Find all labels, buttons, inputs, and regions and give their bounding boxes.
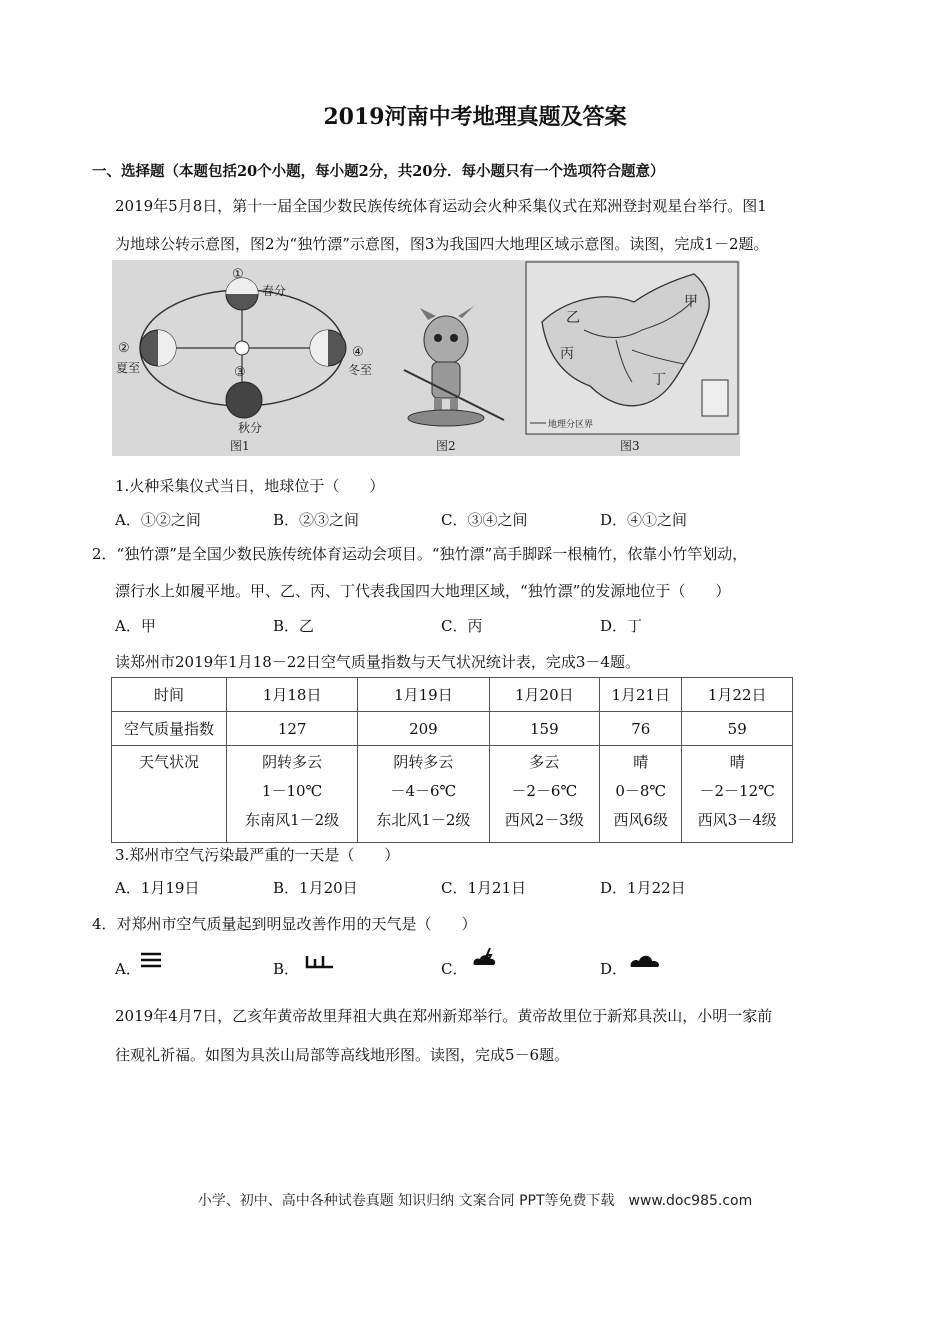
- weather-text: 阴转多云: [393, 753, 454, 771]
- q1-option-a[interactable]: A．①②之间: [115, 511, 201, 529]
- question-2-stem-line: 2．“独竹漂”是全国少数民族传统体育运动会项目。“独竹漂”高手脚踩一根楠竹，依靠小竹竿划动，: [92, 545, 748, 563]
- bamboo-rafting-illustration: [384, 260, 514, 456]
- section-heading: 一、选择题（本题包括20个小题，每小题2分，共20分．每小题只有一个选项符合题意）: [92, 163, 665, 180]
- row-header-aqi: 空气质量指数: [112, 712, 227, 746]
- spring-equinox-label: 春分: [262, 284, 287, 298]
- q4-option-a[interactable]: A．: [115, 960, 141, 978]
- date-cell: 1月20日: [489, 678, 600, 712]
- q3-option-a[interactable]: A．1月19日: [115, 879, 200, 897]
- date-cell: 1月18日: [227, 678, 358, 712]
- q3-option-b[interactable]: B．1月20日: [273, 879, 358, 897]
- q4-option-d[interactable]: D．: [600, 960, 628, 978]
- page-title: 2019河南中考地理真题及答案: [323, 104, 627, 130]
- figure-3-caption: 图3: [620, 439, 640, 453]
- earth-revolution-diagram: [112, 260, 382, 456]
- date-cell: 1月21日: [600, 678, 682, 712]
- row-header-time: 时间: [112, 678, 227, 712]
- intro-paragraph-line: 2019年4月7日，乙亥年黄帝故里拜祖大典在郑州新郑举行。黄帝故里位于新郑具茨山，小明一家前: [115, 1007, 773, 1025]
- table-row: [112, 712, 793, 746]
- date-cell: 1月22日: [682, 678, 793, 712]
- map-legend-label: 地理分区界: [548, 420, 594, 430]
- q2-option-d[interactable]: D．丁: [600, 617, 643, 635]
- row-header-weather: 天气状况: [112, 746, 227, 843]
- aqi-cell: 59: [682, 712, 793, 746]
- table-row: [112, 746, 793, 843]
- q2-option-c[interactable]: C．丙: [441, 617, 483, 635]
- intro-paragraph-line: 为地球公转示意图，图2为“独竹漂”示意图，图3为我国四大地理区域示意图。读图，完成1－2题。: [115, 235, 769, 253]
- question-1-stem: 1.火种采集仪式当日，地球位于（ ）: [115, 477, 385, 495]
- weather-cell: [600, 746, 682, 843]
- temperature-text: －2－6℃: [511, 782, 578, 800]
- position-3-label: ③: [234, 365, 246, 380]
- position-2-label: ②: [118, 341, 130, 356]
- weather-text: 阴转多云: [262, 753, 323, 771]
- fog-icon: [140, 951, 162, 969]
- region-ding-label: 丁: [652, 372, 666, 388]
- wind-text: 西风3－4级: [697, 811, 777, 829]
- weather-text: 多云: [529, 753, 560, 771]
- weather-cell: [227, 746, 358, 843]
- intro-paragraph-line: 往观礼祈福。如图为具茨山局部等高线地形图。读图，完成5－6题。: [115, 1046, 570, 1064]
- q2-option-b[interactable]: B．乙: [273, 617, 315, 635]
- temperature-text: －4－6℃: [390, 782, 457, 800]
- air-quality-table: [111, 677, 793, 843]
- weather-text: 晴: [633, 753, 649, 771]
- question-2-stem-line: 漂行水上如履平地。甲、乙、丙、丁代表我国四大地理区域，“独竹漂”的发源地位于（ ）: [115, 582, 731, 600]
- china-regions-map: [524, 260, 740, 456]
- date-cell: 1月19日: [358, 678, 489, 712]
- temperature-text: 1－10℃: [261, 782, 323, 800]
- aqi-cell: 127: [227, 712, 358, 746]
- position-1-label: ①: [232, 267, 244, 282]
- q4-option-c[interactable]: C．: [441, 960, 468, 978]
- autumn-equinox-label: 秋分: [238, 421, 263, 435]
- cloudy-icon: [628, 951, 662, 971]
- q3-option-d[interactable]: D．1月22日: [600, 879, 686, 897]
- intro-paragraph-line: 2019年5月8日，第十一届全国少数民族传统体育运动会火种采集仪式在郑洲登封观星台举行。图1: [115, 197, 767, 215]
- q1-option-b[interactable]: B．②③之间: [273, 511, 360, 529]
- winter-solstice-label: 冬至: [348, 363, 373, 377]
- q1-option-c[interactable]: C．③④之间: [441, 511, 528, 529]
- wind-text: 东北风1－2级: [376, 811, 471, 829]
- weather-text: 晴: [729, 753, 745, 771]
- region-yi-label: 乙: [566, 310, 580, 326]
- wind-text: 西风6级: [613, 811, 669, 829]
- aqi-cell: 209: [358, 712, 489, 746]
- q2-option-a[interactable]: A．甲: [115, 617, 156, 635]
- figure-2-caption: 图2: [436, 439, 456, 453]
- weather-cell: [358, 746, 489, 843]
- q3-option-c[interactable]: C．1月21日: [441, 879, 527, 897]
- question-4-stem: 4．对郑州市空气质量起到明显改善作用的天气是（ ）: [92, 915, 477, 933]
- wind-text: 东南风1－2级: [245, 811, 340, 829]
- sandstorm-icon: [305, 954, 335, 970]
- figure-strip: [112, 260, 740, 456]
- figure-1-caption: 图1: [230, 439, 250, 453]
- thunderstorm-icon: [470, 947, 500, 971]
- question-3-stem: 3.郑州市空气污染最严重的一天是（ ）: [115, 846, 400, 864]
- region-jia-label: 甲: [684, 294, 698, 310]
- q4-option-b[interactable]: B．: [273, 960, 300, 978]
- q1-option-d[interactable]: D．④①之间: [600, 511, 688, 529]
- region-bing-label: 丙: [560, 346, 574, 362]
- temperature-text: －2－12℃: [699, 782, 775, 800]
- temperature-text: 0－8℃: [615, 782, 667, 800]
- wind-text: 西风2－3级: [504, 811, 584, 829]
- summer-solstice-label: 夏至: [116, 361, 141, 375]
- page-footer: 小学、初中、高中各种试卷真题 知识归纳 文案合同 PPT等免费下载 www.doc985.com: [197, 1193, 753, 1209]
- aqi-cell: 76: [600, 712, 682, 746]
- table-row: [112, 678, 793, 712]
- weather-cell: [682, 746, 793, 843]
- table-intro: 读郑州市2019年1月18－22日空气质量指数与天气状况统计表，完成3－4题。: [115, 653, 640, 671]
- weather-cell: [489, 746, 600, 843]
- position-4-label: ④: [352, 345, 364, 360]
- aqi-cell: 159: [489, 712, 600, 746]
